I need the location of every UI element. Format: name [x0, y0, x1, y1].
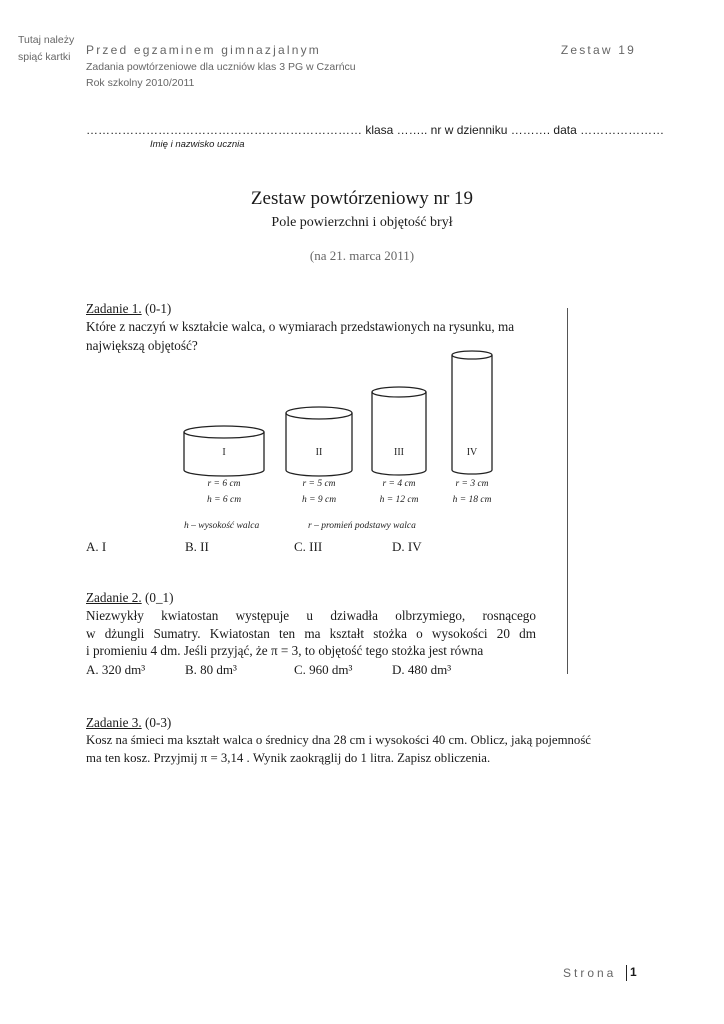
- cylinder-3-label: III: [394, 447, 404, 458]
- cylinders-figure: [170, 345, 530, 535]
- student-name-caption: Imię i nazwisko ucznia: [150, 139, 245, 150]
- legend-height: h – wysokość walca: [184, 521, 260, 531]
- task-3-text-line-1: Kosz na śmieci ma kształt walca o średnicy dna 28 cm i wysokości 40 cm. Oblicz, jaką pojemność: [86, 733, 591, 747]
- task-1-answer-a[interactable]: A. I: [86, 539, 107, 554]
- cylinder-3-height: h = 12 cm: [379, 495, 419, 505]
- task-1-answer-c[interactable]: C. III: [294, 539, 323, 554]
- student-info-line: …………………………………………………………… klasa …….. nr w dzienniku ………. data …………………: [86, 123, 665, 137]
- task-2-answer-b[interactable]: B. 80 dm³: [185, 662, 237, 677]
- cylinder-4-radius: r = 3 cm: [455, 479, 489, 489]
- task-1-text-line-1: Które z naczyń w kształcie walca, o wymiarach przedstawionych na rysunku, ma: [86, 319, 515, 334]
- task-1-answer-d[interactable]: D. IV: [392, 539, 422, 554]
- task-2-text-line-3: i promieniu 4 dm. Jeśli przyjąć, że π = 3, to objętość tego stożka jest równa: [86, 643, 484, 658]
- cylinder-1-label: I: [222, 447, 226, 458]
- footer-separator: [626, 965, 627, 981]
- cylinder-4-label: IV: [466, 447, 478, 458]
- cylinder-4-height: h = 18 cm: [452, 495, 492, 505]
- task-1-text-line-2: największą objętość?: [86, 338, 198, 353]
- cylinder-2-shape: [286, 407, 352, 476]
- page-subtitle: Pole powierzchni i objętość brył: [271, 215, 453, 230]
- header-description: Zadania powtórzeniowe dla uczniów klas 3 PG w Czarńcu: [86, 61, 356, 73]
- task-2-answer-d[interactable]: D. 480 dm³: [392, 662, 452, 677]
- cylinder-2-label: II: [315, 447, 323, 458]
- page-title: Zestaw powtórzeniowy nr 19: [250, 188, 474, 209]
- cylinder-2-height: h = 9 cm: [301, 495, 337, 505]
- task-2-heading: Zadanie 2. (0_1): [86, 590, 174, 605]
- task-2-text-line-1: Niezwykły kwiatostan występuje u dziwadła olbrzymiego, rosnącego: [86, 608, 536, 623]
- margin-rule: [567, 308, 568, 674]
- legend-radius: r – promień podstawy walca: [308, 521, 416, 531]
- page-date: (na 21. marca 2011): [309, 248, 415, 263]
- cylinder-1-height: h = 6 cm: [206, 495, 242, 505]
- footer-page-number: 1: [630, 965, 637, 979]
- task-3-text-line-2: ma ten kosz. Przyjmij π = 3,14 . Wynik zaokrąglij do 1 litra. Zapisz obliczenia.: [86, 751, 491, 765]
- task-3-heading: Zadanie 3. (0-3): [86, 715, 172, 730]
- binding-note-line-2: spiąć kartki: [18, 51, 71, 63]
- header-series-title: Przed egzaminem gimnazjalnym: [86, 43, 322, 57]
- task-2-answer-a[interactable]: A. 320 dm³: [86, 662, 146, 677]
- task-2-text-line-2: w dżungli Sumatry. Kwiatostan ten ma kształt stożka o wysokości 20 dm: [86, 626, 536, 641]
- task-1-answer-b[interactable]: B. II: [185, 539, 209, 554]
- header-school-year: Rok szkolny 2010/2011: [86, 77, 195, 89]
- cylinder-2-radius: r = 5 cm: [302, 479, 336, 489]
- task-1-heading: Zadanie 1. (0-1): [86, 301, 172, 316]
- header-set-number: Zestaw 19: [560, 43, 636, 57]
- cylinder-1-radius: r = 6 cm: [207, 479, 241, 489]
- binding-note-line-1: Tutaj należy: [18, 34, 75, 46]
- cylinder-3-radius: r = 4 cm: [382, 479, 416, 489]
- cylinder-3-shape: [372, 387, 426, 475]
- task-2-answer-c[interactable]: C. 960 dm³: [294, 662, 353, 677]
- footer-page-label: Strona: [563, 966, 617, 980]
